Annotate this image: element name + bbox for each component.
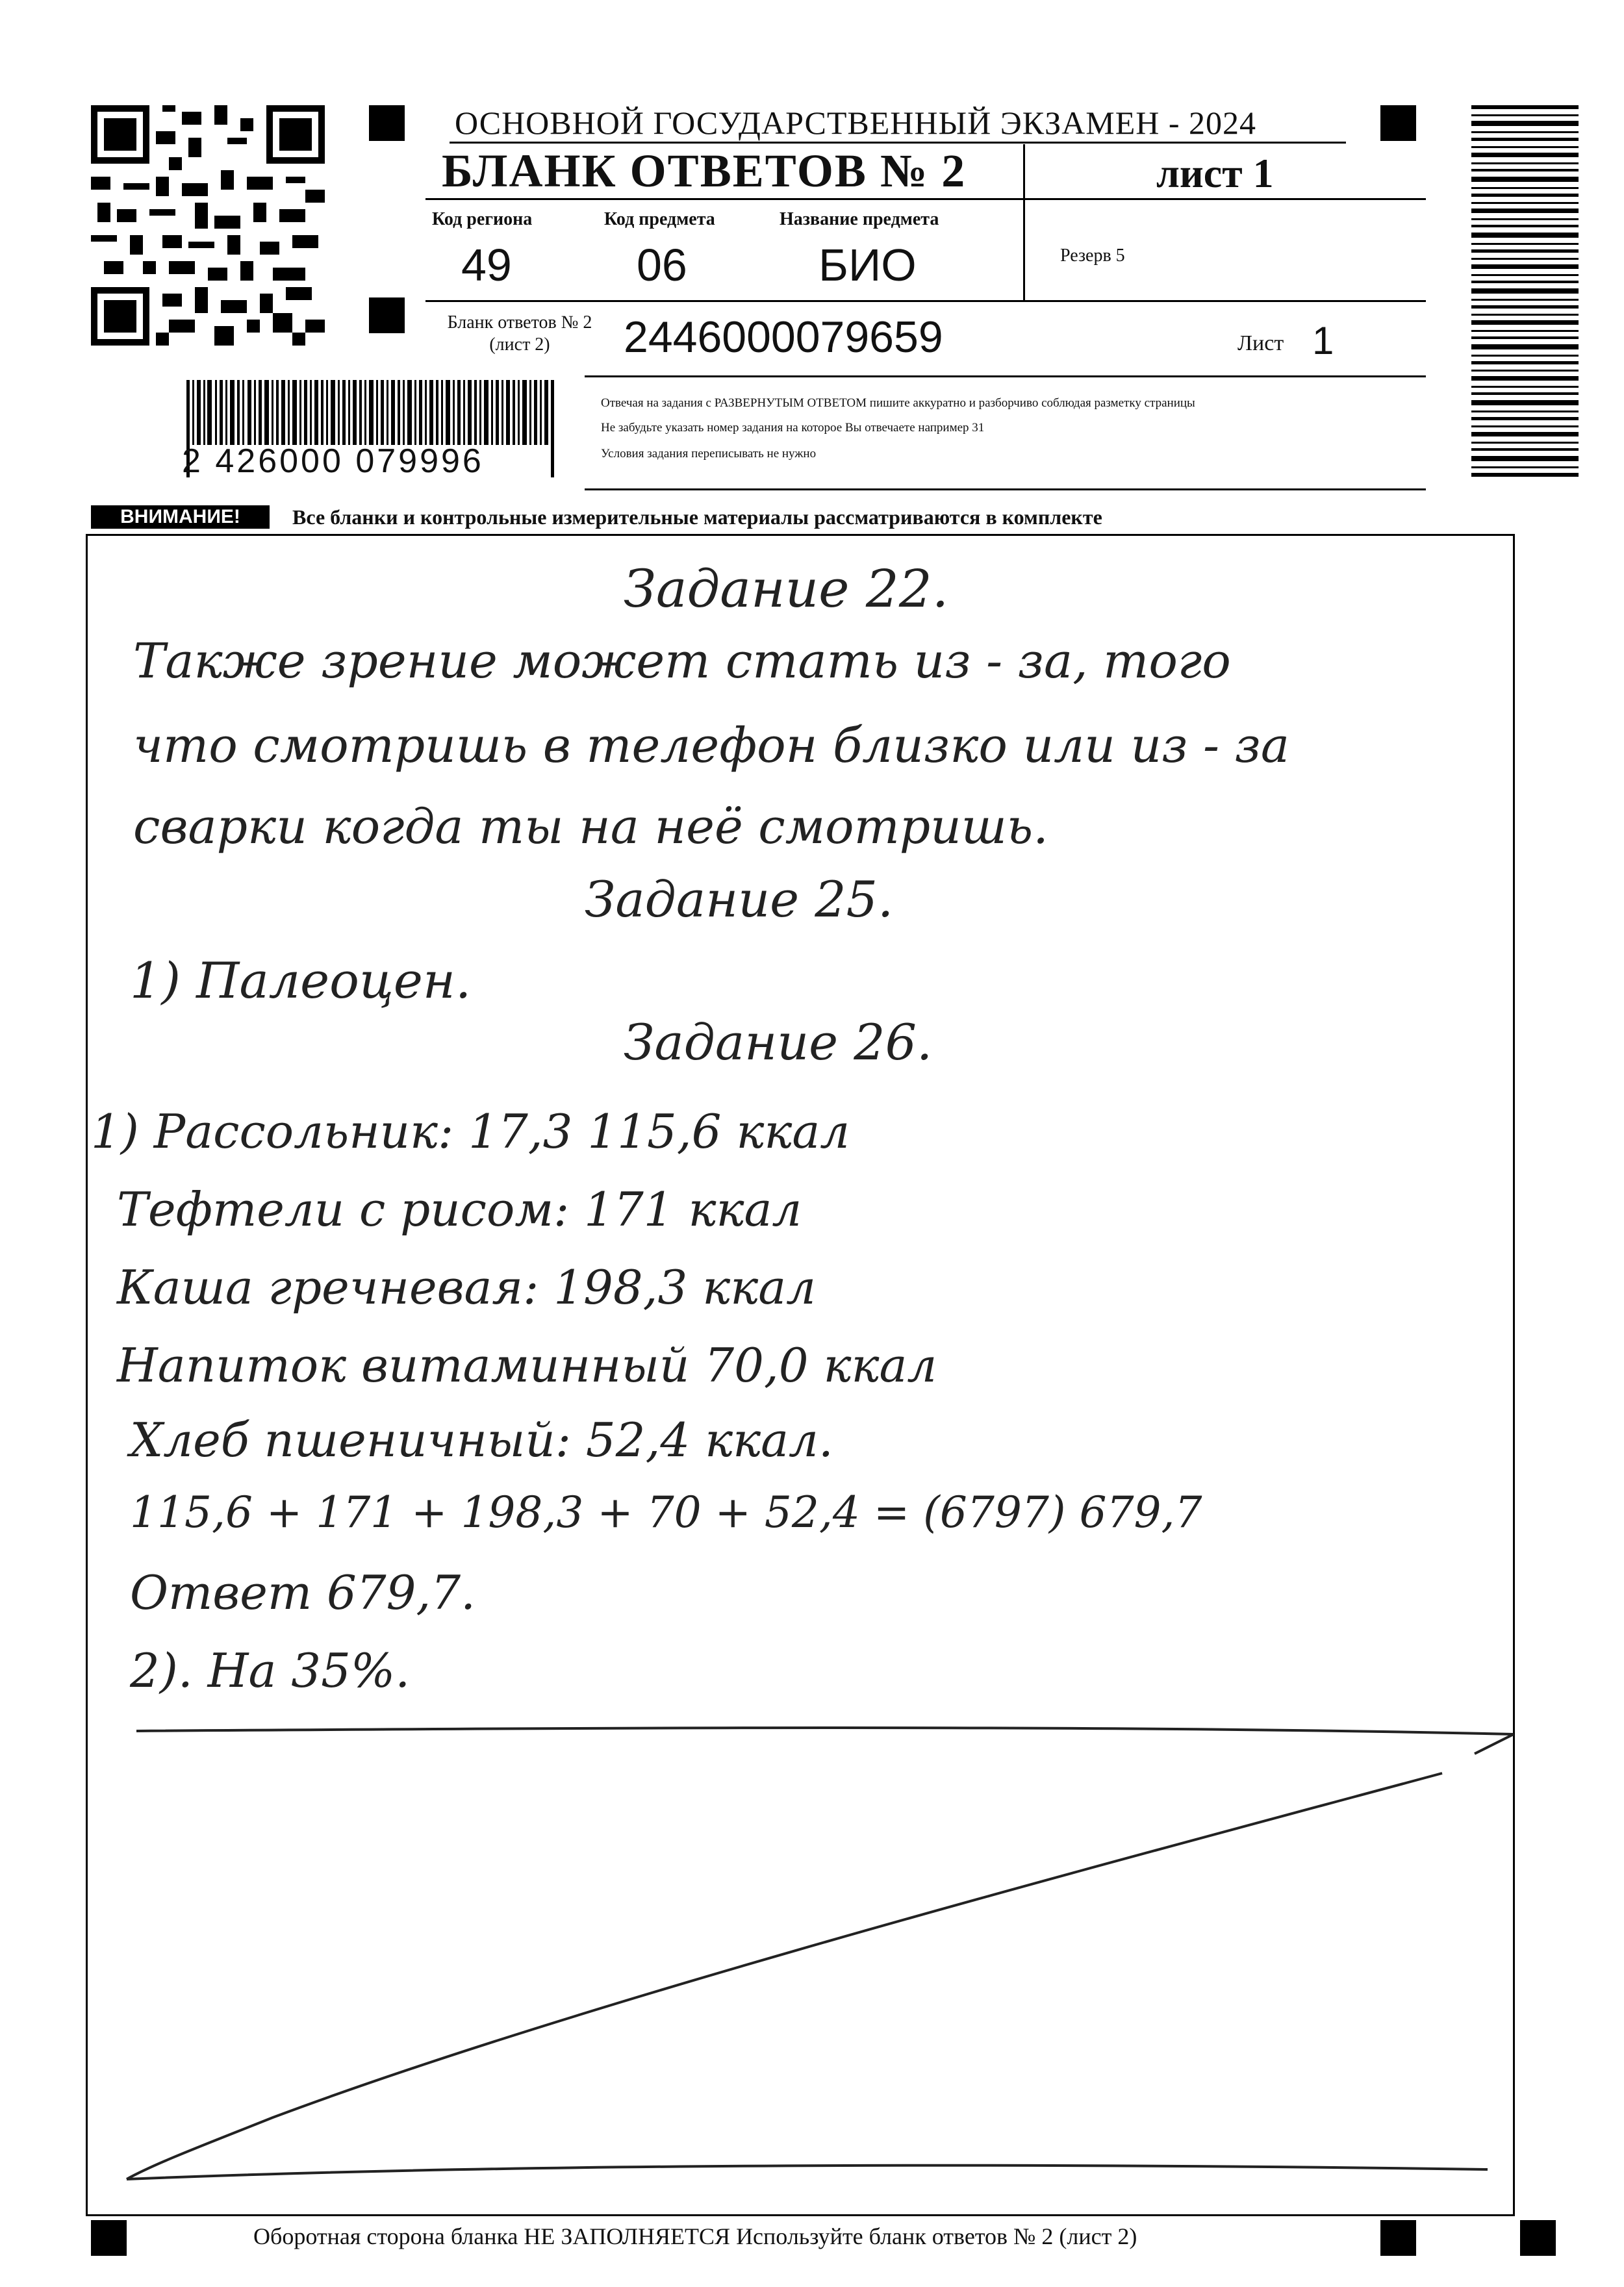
subject-name-value: БИО [818, 240, 917, 290]
handwritten-task25-heading: Задание 25. [585, 870, 894, 928]
handwritten-line: Также зрение может стать из - за, того [133, 633, 1231, 689]
region-code-value: 49 [461, 240, 512, 290]
handwritten-line: 1) Рассольник: 17,3 115,6 ккал [91, 1104, 850, 1159]
handwritten-line: Ответ 679,7. [130, 1565, 476, 1620]
instruction-line-1: Отвечая на задания с РАЗВЕРНУТЫМ ОТВЕТОМ пишите аккуратно и разборчиво соблюдая разметку страницы [601, 396, 1195, 410]
exam-title: ОСНОВНОЙ ГОСУДАРСТВЕННЫЙ ЭКЗАМЕН - 2024 [455, 105, 1256, 141]
form-name: БЛАНК ОТВЕТОВ № 2 [442, 145, 967, 197]
list-value: 1 [1312, 319, 1334, 362]
instruction-line-2: Не забудьте указать номер задания на которое Вы отвечаете например 31 [601, 421, 985, 435]
handwritten-line: 115,6 + 171 + 198,3 + 70 + 52,4 = (6797) 679,7 [130, 1487, 1202, 1537]
subject-code-label: Код предмета [604, 209, 715, 229]
blank2-label-line1: Бланк ответов № 2 [447, 312, 592, 333]
handwritten-line: Напиток витаминный 70,0 ккал [117, 1338, 937, 1393]
handwritten-line: 1) Палеоцен. [130, 952, 472, 1009]
handwritten-line: что смотришь в телефон близко или из - за [133, 718, 1290, 774]
instruction-line-3: Условия задания переписывать не нужно [601, 447, 817, 461]
handwritten-task26-heading: Задание 26. [624, 1013, 933, 1071]
handwritten-line: Хлеб пшеничный: 52,4 ккал. [130, 1413, 833, 1467]
handwritten-line: Тефтели с рисом: 171 ккал [117, 1182, 802, 1237]
attention-text: Все бланки и контрольные измерительные материалы рассматриваются в комплекте [292, 505, 1102, 529]
attention-badge: ВНИМАНИЕ! [91, 505, 270, 529]
blank2-label-line2: (лист 2) [489, 335, 550, 355]
handwritten-task22-heading: Задание 22. [624, 559, 949, 619]
barcode-digits: 2 426000 079996 [182, 442, 484, 480]
region-code-label: Код региона [432, 209, 533, 229]
blank2-number: 2446000079659 [624, 312, 943, 362]
subject-name-label: Название предмета [780, 209, 939, 229]
list-label: Лист [1237, 331, 1284, 355]
handwritten-line: сварки когда ты на неё смотришь. [133, 799, 1048, 855]
handwritten-line: 2). На 35%. [130, 1643, 411, 1698]
handwritten-line: Каша гречневая: 198,3 ккал [117, 1260, 816, 1315]
subject-code-value: 06 [637, 240, 687, 290]
sheet-label: лист 1 [1156, 150, 1274, 196]
reserve-label: Резерв 5 [1060, 246, 1125, 266]
footer-note: Оборотная сторона бланка НЕ ЗАПОЛНЯЕТСЯ Используйте бланк ответов № 2 (лист 2) [253, 2223, 1137, 2249]
